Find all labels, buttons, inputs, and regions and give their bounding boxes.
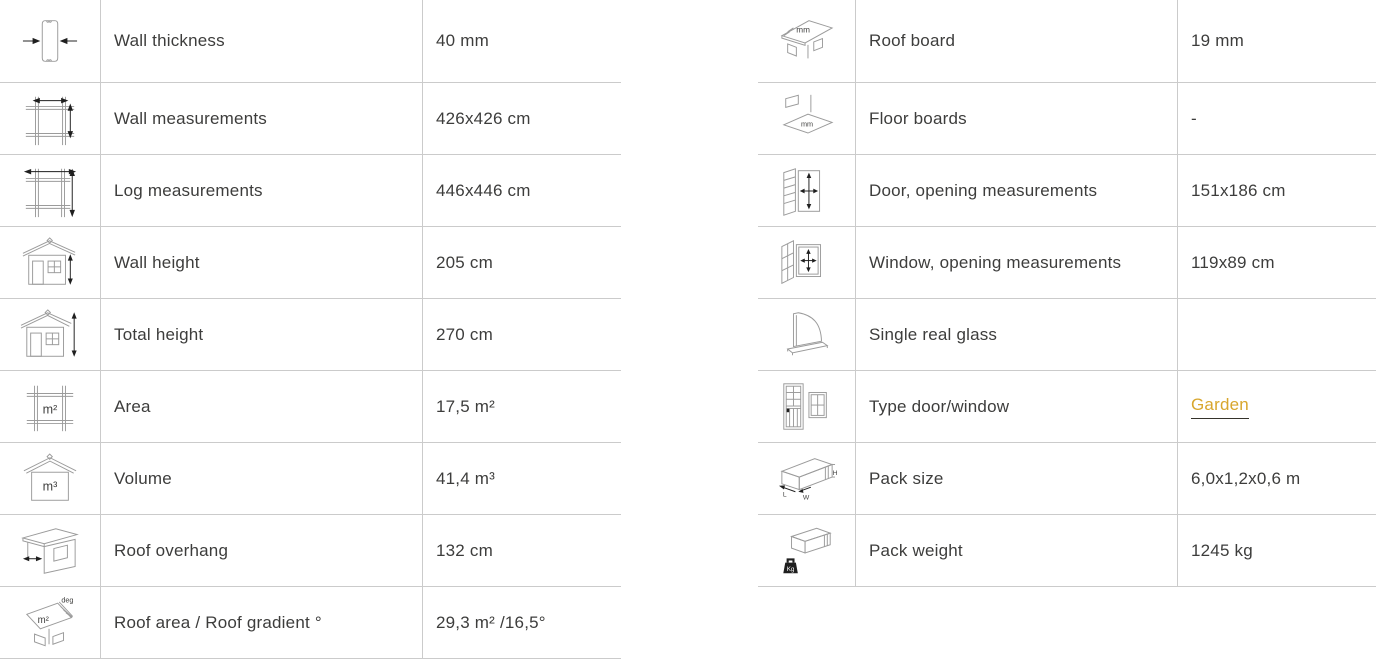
row-label: Total height <box>114 324 204 344</box>
row-value: 40 mm <box>436 31 489 50</box>
spec-row <box>758 83 1376 155</box>
svg-text:H: H <box>832 469 837 477</box>
wall-measurements-icon <box>0 83 100 154</box>
svg-text:Kg: Kg <box>786 565 794 573</box>
wall-thickness-icon <box>0 0 100 82</box>
spec-table-right <box>758 0 1376 587</box>
row-label: Wall thickness <box>114 31 225 50</box>
spec-row <box>0 371 621 443</box>
row-label: Area <box>114 396 151 416</box>
row-value: 41,4 m³ <box>436 468 496 488</box>
row-label: Single real glass <box>869 324 998 344</box>
row-value: 29,3 m² /16,5° <box>436 612 546 632</box>
row-label: Roof area / Roof gradient ° <box>114 612 322 632</box>
area-icon <box>0 371 100 442</box>
spec-row <box>758 0 1376 83</box>
row-value: 19 mm <box>1191 31 1244 50</box>
roof-board-icon <box>758 0 855 82</box>
row-value: 119x89 cm <box>1191 252 1275 272</box>
svg-text:W: W <box>802 493 809 501</box>
row-label: Volume <box>114 468 172 488</box>
row-label: Roof overhang <box>114 540 229 560</box>
spec-row <box>0 155 621 227</box>
row-label: Pack weight <box>869 540 963 560</box>
spec-row <box>758 227 1376 299</box>
spec-row <box>758 443 1376 515</box>
pack-size-icon <box>758 443 855 514</box>
row-value: 132 cm <box>436 540 493 560</box>
row-label: Type door/window <box>869 396 1010 416</box>
spec-row <box>0 299 621 371</box>
window-opening-icon <box>758 227 855 298</box>
total-height-icon <box>0 299 100 370</box>
row-value: 426x426 cm <box>436 108 531 128</box>
log-measurements-icon <box>0 155 100 226</box>
row-label: Window, opening measurements <box>869 252 1122 272</box>
row-value: 270 cm <box>436 324 493 344</box>
spec-row <box>0 443 621 515</box>
spec-row <box>758 515 1376 587</box>
row-label: Wall height <box>114 252 200 272</box>
pack-weight-icon <box>758 515 855 586</box>
row-value: - <box>1191 108 1197 128</box>
svg-text:mm: mm <box>795 25 810 35</box>
floor-boards-icon <box>758 83 855 154</box>
spec-row <box>0 227 621 299</box>
roof-area-gradient-icon <box>0 587 100 658</box>
svg-text:mm: mm <box>800 118 813 128</box>
row-value: 6,0x1,2x0,6 m <box>1191 468 1301 488</box>
svg-text:deg: deg <box>61 595 74 605</box>
svg-text:m²: m² <box>37 614 49 626</box>
svg-text:m³: m³ <box>42 479 58 494</box>
svg-text:m²: m² <box>42 401 58 416</box>
spec-row <box>0 587 621 659</box>
spec-row <box>758 371 1376 443</box>
wall-height-icon <box>0 227 100 298</box>
row-value: 205 cm <box>436 252 493 272</box>
row-value: 1245 kg <box>1191 540 1253 560</box>
roof-overhang-icon <box>0 515 100 586</box>
single-glass-icon <box>758 299 855 370</box>
row-value: 17,5 m² <box>436 396 496 416</box>
row-label: Pack size <box>869 468 944 488</box>
door-opening-icon <box>758 155 855 226</box>
row-label: Roof board <box>869 31 956 50</box>
row-label: Floor boards <box>869 108 967 128</box>
row-label: Log measurements <box>114 180 263 200</box>
type-door-window-link[interactable]: Garden <box>1191 395 1249 419</box>
volume-icon <box>0 443 100 514</box>
row-label: Wall measurements <box>114 108 267 128</box>
spec-table-left <box>0 0 621 659</box>
spec-row <box>758 299 1376 371</box>
svg-text:L: L <box>782 490 787 498</box>
spec-row <box>0 515 621 587</box>
spec-row <box>0 0 621 83</box>
row-value: 151x186 cm <box>1191 180 1286 200</box>
spec-row <box>0 83 621 155</box>
type-door-window-icon <box>758 371 855 442</box>
row-label: Door, opening measurements <box>869 180 1098 200</box>
spec-row <box>758 155 1376 227</box>
row-value: 446x446 cm <box>436 180 531 200</box>
